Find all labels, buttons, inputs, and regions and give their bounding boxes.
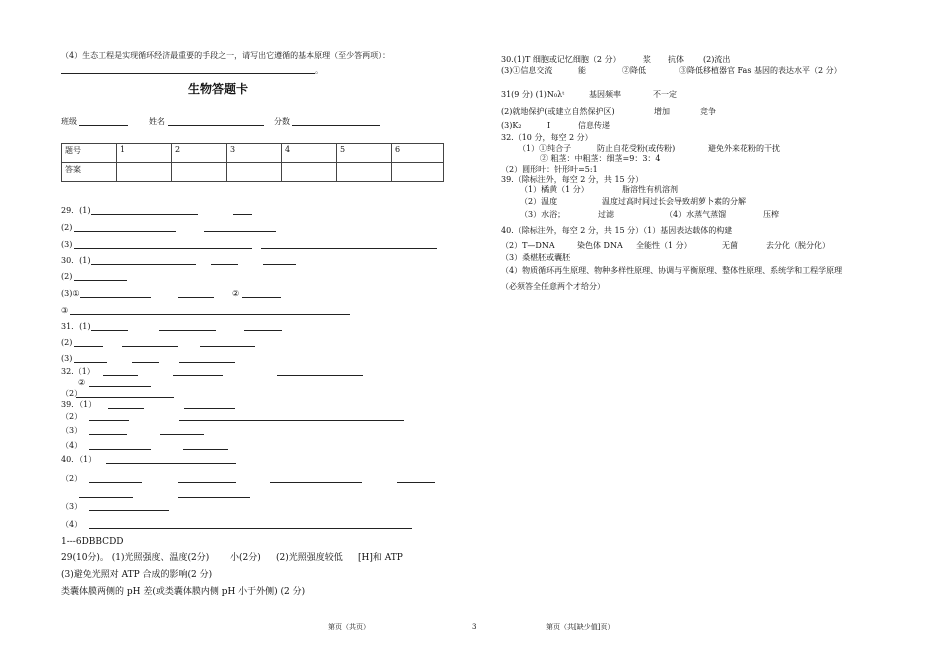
- q32-1b-label: ②: [78, 378, 86, 387]
- key32-c: 防止自花受粉(或传粉): [597, 144, 676, 153]
- key29-part5: (3)避免光照对 ATP 合成的影响(2 分): [61, 570, 213, 580]
- q30-1-label: 30．(1): [61, 256, 91, 265]
- page-number: 3: [472, 623, 477, 631]
- key31-e: 增加: [654, 107, 670, 116]
- answer-line[interactable]: [200, 346, 255, 347]
- key30-a: 30.(1)T 细胞或记忆细胞（2 分）: [501, 55, 621, 64]
- key39-e: 温度过高时间过长会导致胡萝卜素的分解: [602, 197, 746, 206]
- key30-b: 浆: [643, 55, 651, 64]
- answer-line[interactable]: [74, 280, 127, 281]
- table-cell: 3: [227, 144, 282, 163]
- answer-line[interactable]: [270, 482, 362, 483]
- answer-line[interactable]: [173, 375, 223, 376]
- q30-3c-label: ③: [61, 306, 69, 315]
- intro-end: 。: [315, 66, 323, 75]
- key30-e: (3)①信息交流: [501, 66, 553, 75]
- answer-line[interactable]: [211, 264, 238, 265]
- key31-a: 31(9 分) (1)N₀λᵗ: [501, 90, 565, 99]
- key40-i: （必须答全任意两个才给分）: [501, 282, 605, 291]
- answer-line[interactable]: [103, 375, 138, 376]
- answer-line[interactable]: [122, 346, 178, 347]
- answer-line[interactable]: [244, 330, 282, 331]
- answer-cell[interactable]: [392, 163, 444, 182]
- table-cell: 6: [392, 144, 444, 163]
- q30-2-label: (2): [61, 272, 73, 281]
- table-cell: 1: [117, 144, 172, 163]
- key39-g: 过滤: [598, 210, 614, 219]
- footer-left: 第页（共页）: [328, 623, 370, 631]
- q29-3-label: (3): [61, 240, 73, 249]
- answer-cell[interactable]: [337, 163, 392, 182]
- key30-f: 能: [578, 66, 586, 75]
- answer-line[interactable]: [89, 510, 169, 511]
- q30-3b-label: ②: [232, 289, 240, 298]
- answer-cell[interactable]: [172, 163, 227, 182]
- answer-line[interactable]: [178, 297, 214, 298]
- answer-line[interactable]: [74, 346, 103, 347]
- name-field[interactable]: [168, 125, 264, 126]
- q40-3-label: （3）: [61, 502, 83, 511]
- q31-2-label: (2): [61, 338, 73, 347]
- key39-h: （4）水蒸气蒸馏: [665, 210, 727, 219]
- key30-d: (2)流出: [703, 55, 731, 64]
- q30-3-label: (3)①: [61, 289, 80, 298]
- key39-a: 39.（除标注外，每空 2 分，共 15 分）: [501, 175, 644, 184]
- q40-2-label: （2）: [61, 474, 83, 483]
- q39-3-label: （3）: [61, 426, 83, 435]
- name-label: 姓名: [149, 117, 165, 126]
- answer-line[interactable]: [179, 362, 235, 363]
- answer-line[interactable]: [106, 463, 236, 464]
- key31-i: 信息传递: [578, 121, 610, 130]
- key29-part2: 小(2分): [230, 553, 261, 563]
- key29-part6: 类囊体膜两侧的 pH 差(或类囊体膜内侧 pH 小于外侧) (2 分): [61, 587, 306, 597]
- answer-line[interactable]: [178, 482, 236, 483]
- answer-line[interactable]: [89, 420, 129, 421]
- answer-line[interactable]: [74, 248, 252, 249]
- q40-1-label: 40．（1）: [61, 455, 97, 464]
- key39-d: （2）温度: [520, 197, 558, 206]
- answer-line[interactable]: [89, 386, 151, 387]
- answer-table: [61, 143, 444, 182]
- q39-1-label: 39．（1）: [61, 400, 97, 409]
- table-cell: 题号: [62, 144, 117, 163]
- q29-1-label: 29．(1): [61, 206, 91, 215]
- key40-e: 无菌: [722, 241, 738, 250]
- q29-2-label: (2): [61, 223, 73, 232]
- answer-line[interactable]: [74, 231, 176, 232]
- q31-3-label: (3): [61, 354, 73, 363]
- table-row: [62, 163, 444, 182]
- table-cell: 2: [172, 144, 227, 163]
- key29-part3: (2)光照强度较低: [276, 553, 343, 563]
- answer-cell[interactable]: [282, 163, 337, 182]
- key32-e: ② 粗茎：中粗茎：细茎=9：3：4: [540, 154, 661, 163]
- q39-2-label: （2）: [61, 412, 83, 421]
- answer-line[interactable]: [91, 214, 198, 215]
- key39-f: （3）水浴；: [520, 210, 566, 219]
- answer-line[interactable]: [61, 73, 315, 74]
- answer-line[interactable]: [179, 420, 404, 421]
- answer-line[interactable]: [76, 397, 174, 398]
- answer-line[interactable]: [159, 330, 216, 331]
- key32-a: 32.（10 分，每空 2 分）: [501, 133, 593, 142]
- key39-b: （1）橘黄（1 分）: [520, 185, 589, 194]
- key40-a: 40.（除标注外，每空 2 分，共 15 分）（1）基因表达载体的构建: [501, 226, 733, 235]
- intro-question: （4）生态工程是实现循环经济最重要的手段之一，请写出它遵循的基本原理（至少答两项）：: [61, 51, 391, 60]
- key40-h: （4）物质循环再生原理、物种多样性原理、协调与平衡原理、整体性原理、系统学和工程学原理: [501, 266, 843, 275]
- q32-1-label: 32.（1）: [61, 367, 95, 376]
- answer-line[interactable]: [79, 497, 133, 498]
- class-field[interactable]: [79, 125, 128, 126]
- q40-4-label: （4）: [61, 520, 83, 529]
- key31-d: (2)就地保护(或建立自然保护区): [501, 107, 615, 116]
- class-label: 班级: [61, 117, 77, 126]
- answer-line[interactable]: [178, 497, 250, 498]
- key39-i: 压榨: [763, 210, 779, 219]
- key40-g: （3）桑椹胚或囊胚: [501, 253, 571, 262]
- key29-part4: [H]和 ATP: [358, 553, 403, 563]
- table-cell: 答案: [62, 163, 117, 182]
- answer-line[interactable]: [108, 408, 144, 409]
- key39-c: 脂溶性有机溶剂: [622, 185, 678, 194]
- answer-line[interactable]: [261, 248, 437, 249]
- key40-f: 去分化（脱分化）: [766, 241, 830, 250]
- key30-g: ②降低: [622, 66, 646, 75]
- answer-line[interactable]: [89, 449, 151, 450]
- answer-line[interactable]: [204, 231, 276, 232]
- key31-c: 不一定: [653, 90, 677, 99]
- footer-right: 第页（共[缺少值]页）: [546, 623, 615, 631]
- score-field[interactable]: [292, 125, 380, 126]
- key30-c: 抗体: [668, 55, 684, 64]
- table-row: [62, 144, 444, 163]
- answer-cell[interactable]: [117, 163, 172, 182]
- key31-b: 基因频率: [589, 90, 621, 99]
- answer-line[interactable]: [184, 408, 235, 409]
- score-label: 分数: [274, 117, 290, 126]
- q32-2-label: （2）: [61, 389, 83, 398]
- answer-line[interactable]: [132, 362, 159, 363]
- answer-line[interactable]: [89, 434, 127, 435]
- answer-line[interactable]: [242, 297, 281, 298]
- answer-line[interactable]: [263, 264, 296, 265]
- answer-line[interactable]: [397, 482, 435, 483]
- key32-d: 避免外来花粉的干扰: [708, 144, 780, 153]
- key30-h: ③降低移植器官 Fas 基因的表达水平（2 分）: [679, 66, 842, 75]
- answer-line[interactable]: [74, 362, 107, 363]
- answer-line[interactable]: [277, 375, 363, 376]
- answer-line[interactable]: [183, 449, 228, 450]
- answer-line[interactable]: [70, 314, 350, 315]
- answer-line[interactable]: [233, 214, 252, 215]
- answer-line[interactable]: [160, 434, 204, 435]
- answer-line[interactable]: [89, 528, 412, 529]
- key29-part1: 29(10分)。 (1)光照强度、温度(2分): [61, 553, 210, 563]
- key32-f: （2）圆形叶：针形叶=5:1: [501, 165, 598, 174]
- q31-1-label: 31．(1): [61, 322, 91, 331]
- table-cell: 5: [337, 144, 392, 163]
- answer-line[interactable]: [89, 482, 142, 483]
- page-title: 生物答题卡: [188, 82, 249, 96]
- key40-c: 染色体 DNA: [577, 241, 623, 250]
- key40-b: （2）T—DNA: [501, 241, 555, 250]
- answer-cell[interactable]: [227, 163, 282, 182]
- key31-h: Ⅰ: [547, 121, 551, 130]
- answer-line[interactable]: [91, 330, 128, 331]
- answer-line[interactable]: [80, 297, 151, 298]
- key40-d: 全能性（1 分）: [636, 241, 692, 250]
- q39-4-label: （4）: [61, 441, 83, 450]
- table-cell: 4: [282, 144, 337, 163]
- key31-f: 竞争: [700, 107, 716, 116]
- key-choice: 1---6DBBCDD: [61, 537, 124, 547]
- key31-g: (3)K₂: [501, 121, 522, 130]
- key32-b: （1）①纯合子: [518, 144, 572, 153]
- answer-line[interactable]: [91, 264, 196, 265]
